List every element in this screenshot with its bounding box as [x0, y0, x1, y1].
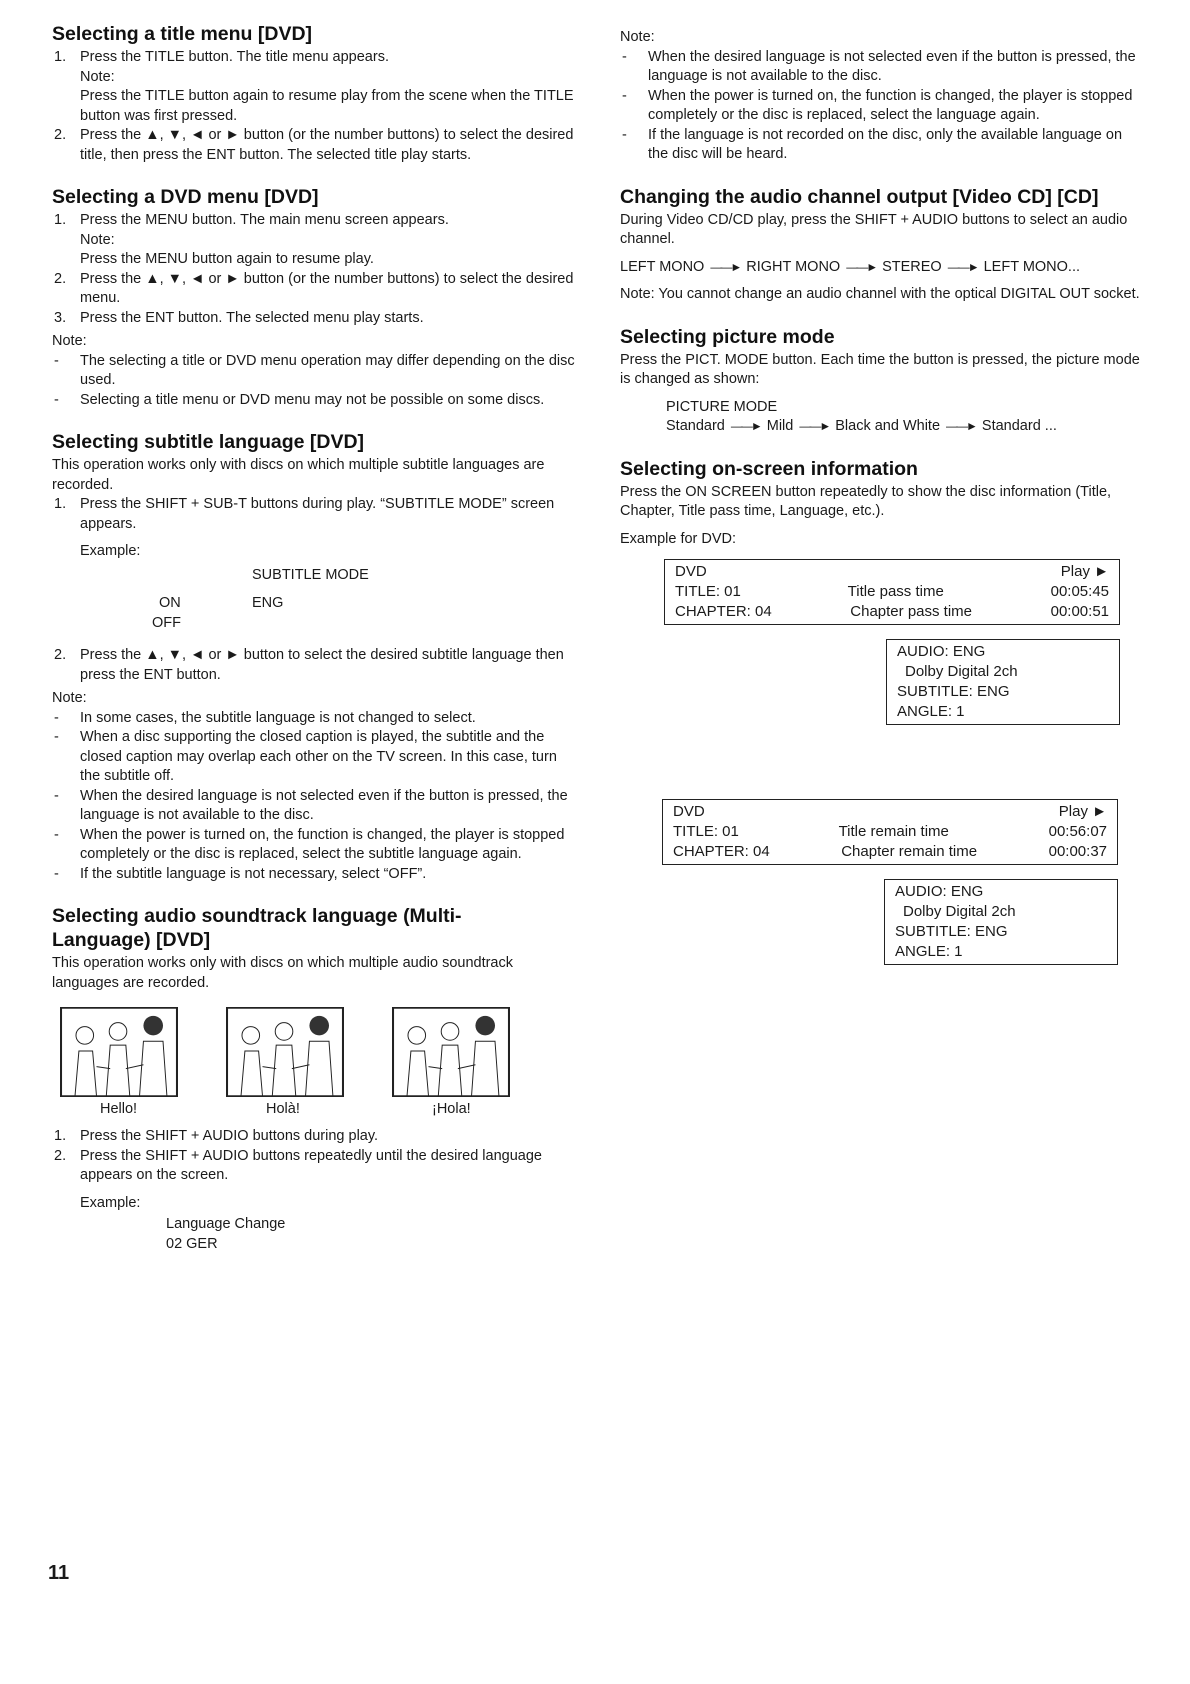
heading-onscreen: Selecting on-screen information — [620, 457, 918, 480]
greeting-illustration-2 — [226, 1007, 344, 1097]
dvd-menu-note-item: - Selecting a title menu or DVD menu may not be possible on some discs. — [52, 391, 580, 411]
title-menu-note-label: Note: — [80, 68, 115, 85]
top-note-label: Note: — [620, 29, 655, 45]
audio-language-steps — [52, 1127, 580, 1186]
section-top-note — [620, 28, 1140, 165]
subtitle-notes-label: Note: — [52, 690, 87, 706]
caption-hola: Holà! — [266, 1101, 300, 1117]
osd-dolby: Dolby Digital 2ch — [903, 903, 1016, 920]
subtitle-note-item: - When the power is turned on, the function is changed, the player is stopped completely or the disc is replaced, select the subtitle language again. — [52, 826, 580, 865]
onscreen-example-label: Example for DVD: — [620, 530, 737, 547]
dvd-menu-notes — [52, 352, 580, 411]
dvd-menu-step-2: 2. Press the ▲, ▼, ◄ or ► button (or the number buttons) to select the desired menu. — [54, 270, 574, 306]
osd-play-status: Play ► — [1058, 803, 1107, 820]
arrow-right-icon: ——► — [799, 419, 830, 433]
subtitle-step-1: 1. Press the SHIFT + SUB-T buttons during play. “SUBTITLE MODE” screen appears. — [54, 496, 555, 532]
subtitle-example — [52, 542, 580, 646]
section-title-menu — [52, 22, 580, 165]
subtitle-intro: This operation works only with discs on which multiple subtitle languages are recorded. — [52, 457, 545, 493]
subtitle-example-label: Example: — [80, 543, 141, 559]
illustration-row — [60, 1007, 580, 1097]
audio-language-intro: This operation works only with discs on which multiple audio soundtrack languages are recorded. — [52, 955, 513, 991]
osd-title-label: Title remain time — [838, 823, 949, 840]
osd-subtitle: SUBTITLE: ENG — [897, 683, 1010, 700]
heading-picture-mode: Selecting picture mode — [620, 325, 835, 348]
osd-title-time: 00:05:45 — [1050, 583, 1109, 600]
heading-audio-language: Selecting audio soundtrack language (Multi-Language) [DVD] — [52, 905, 462, 951]
left-column — [52, 22, 580, 1274]
audio-language-example-line2: 02 GER — [166, 1235, 218, 1252]
subtitle-opt-lang: ENG — [252, 595, 284, 611]
section-onscreen — [620, 457, 1140, 966]
osd-info-box-2 — [884, 879, 1118, 965]
section-audio-language — [52, 904, 580, 1254]
osd-dolby: Dolby Digital 2ch — [905, 663, 1018, 680]
osd-disc-type: DVD — [673, 803, 705, 820]
illustration-captions — [60, 1101, 580, 1117]
section-dvd-menu — [52, 185, 580, 410]
section-picture-mode — [620, 325, 1140, 437]
osd-subtitle: SUBTITLE: ENG — [895, 923, 1008, 940]
audio-language-example-line1: Language Change — [166, 1216, 286, 1232]
osd-angle: ANGLE: 1 — [895, 943, 963, 960]
osd-chapter-time: 00:00:51 — [1050, 603, 1109, 620]
heading-dvd-menu: Selecting a DVD menu [DVD] — [52, 186, 319, 208]
dvd-menu-note-label: Note: — [80, 231, 115, 248]
audio-language-step-1: 1. Press the SHIFT + AUDIO buttons during play. — [54, 1128, 379, 1144]
audio-language-step-2: 2. Press the SHIFT + AUDIO buttons repeatedly until the desired language appears on the screen. — [54, 1147, 542, 1183]
top-note-item: - If the language is not recorded on the disc, only the available language on the disc will be heard. — [620, 126, 1140, 165]
osd-title: TITLE: 01 — [675, 583, 741, 600]
arrow-right-icon: ——► — [710, 259, 741, 274]
heading-subtitle: Selecting subtitle language [DVD] — [52, 431, 365, 453]
audio-channel-note: Note: You cannot change an audio channel with the optical DIGITAL OUT socket. — [620, 286, 1140, 302]
picture-mode-label: PICTURE MODE — [666, 398, 778, 415]
arrow-right-icon: ——► — [846, 259, 877, 274]
heading-title-menu: Selecting a title menu [DVD] — [52, 23, 313, 45]
caption-hola-es: ¡Hola! — [432, 1101, 471, 1117]
subtitle-opt-on: ON — [159, 595, 181, 611]
subtitle-note-item: - When a disc supporting the closed caption is played, the subtitle and the closed caption may overlap each other on the TV screen. In this case, turn the subtitle off. — [52, 728, 580, 787]
greeting-illustration-3 — [392, 1007, 510, 1097]
caption-hello: Hello! — [100, 1101, 138, 1117]
osd-title-label: Title pass time — [847, 583, 944, 600]
subtitle-steps-2 — [52, 646, 580, 685]
dvd-menu-note-item: - The selecting a title or DVD menu operation may differ depending on the disc used. — [52, 352, 580, 391]
arrow-right-icon: ——► — [730, 419, 761, 433]
section-subtitle — [52, 430, 580, 884]
top-note-item: - When the desired language is not selected even if the button is pressed, the language is not available to the disc. — [620, 48, 1140, 87]
subtitle-note-item: - When the desired language is not selected even if the button is pressed, the language is not available to the disc. — [52, 787, 580, 826]
subtitle-note-item: - In some cases, the subtitle language is not changed to select. — [52, 709, 580, 729]
title-menu-step-1: 1. Press the TITLE button. The title menu appears. Note: Press the TITLE button again to resume play from the scene when the TITLE button was first pressed. — [52, 48, 580, 126]
audio-language-example — [52, 1194, 580, 1255]
right-column — [620, 28, 1140, 985]
dvd-menu-steps — [52, 211, 580, 328]
osd-angle: ANGLE: 1 — [897, 703, 965, 720]
osd-chapter-label: Chapter remain time — [841, 843, 978, 860]
top-note-items — [620, 48, 1140, 165]
osd-title-time: 00:56:07 — [1048, 823, 1107, 840]
dvd-menu-notes-label: Note: — [52, 333, 87, 349]
picture-mode-sequence: Standard ——► Mild ——► Black and White ——► Standard ... — [666, 417, 1140, 437]
audio-channel-intro: During Video CD/CD play, press the SHIFT + AUDIO buttons to select an audio channel. — [620, 211, 1128, 247]
page-number: 11 — [48, 1562, 70, 1584]
osd-chapter-label: Chapter pass time — [850, 603, 973, 620]
subtitle-step-2: 2. Press the ▲, ▼, ◄ or ► button to select the desired subtitle language then press the ENT button. — [54, 647, 564, 683]
osd-audio: AUDIO: ENG — [897, 643, 986, 660]
subtitle-steps — [52, 495, 580, 534]
picture-mode-intro: Press the PICT. MODE button. Each time the button is pressed, the picture mode is changed as shown: — [620, 351, 1140, 387]
subtitle-opt-off: OFF — [152, 615, 181, 631]
greeting-illustration-1 — [60, 1007, 178, 1097]
arrow-right-icon: ——► — [947, 259, 978, 274]
osd-chapter: CHAPTER: 04 — [675, 603, 772, 620]
osd-info-box-1 — [886, 639, 1120, 725]
osd-chapter: CHAPTER: 04 — [673, 843, 770, 860]
subtitle-note-item: - If the subtitle language is not necessary, select “OFF”. — [52, 865, 580, 885]
top-note-item: - When the power is turned on, the function is changed, the player is stopped completely or the disc is replaced, select the language again. — [620, 87, 1140, 126]
title-menu-steps — [52, 48, 580, 165]
audio-language-example-label: Example: — [80, 1194, 141, 1211]
picture-mode-diagram — [620, 398, 1140, 437]
osd-title: TITLE: 01 — [673, 823, 739, 840]
osd-disc-type: DVD — [675, 563, 707, 580]
section-audio-channel — [620, 185, 1140, 305]
subtitle-notes — [52, 709, 580, 885]
osd-box-remain-time — [662, 799, 1118, 865]
osd-box-pass-time — [664, 559, 1120, 625]
dvd-menu-step-3: 3. Press the ENT button. The selected menu play starts. — [54, 309, 424, 326]
dvd-menu-note-text: Press the MENU button again to resume play. — [80, 251, 374, 267]
osd-audio: AUDIO: ENG — [895, 883, 984, 900]
subtitle-mode-title: SUBTITLE MODE — [252, 567, 369, 583]
onscreen-intro: Press the ON SCREEN button repeatedly to show the disc information (Title, Chapter, Title pass time, Language, etc.). — [620, 483, 1112, 519]
osd-chapter-time: 00:00:37 — [1048, 843, 1107, 860]
heading-audio-channel: Changing the audio channel output [Video CD] [CD] — [620, 185, 1099, 208]
title-menu-note-text: Press the TITLE button again to resume play from the scene when the TITLE button was first pressed. — [80, 88, 574, 124]
audio-channel-sequence: LEFT MONO ——► RIGHT MONO ——► STEREO ——► LEFT MONO... — [620, 258, 1140, 278]
osd-play-status: Play ► — [1060, 563, 1109, 580]
arrow-right-icon: ——► — [946, 419, 976, 433]
title-menu-step-2: 2. Press the ▲, ▼, ◄ or ► button (or the number buttons) to select the desired title, then press the ENT button. The selected title play starts. — [54, 127, 574, 163]
dvd-menu-step-1: 1. Press the MENU button. The main menu screen appears. Note: Press the MENU button again to resume play. — [52, 211, 580, 270]
